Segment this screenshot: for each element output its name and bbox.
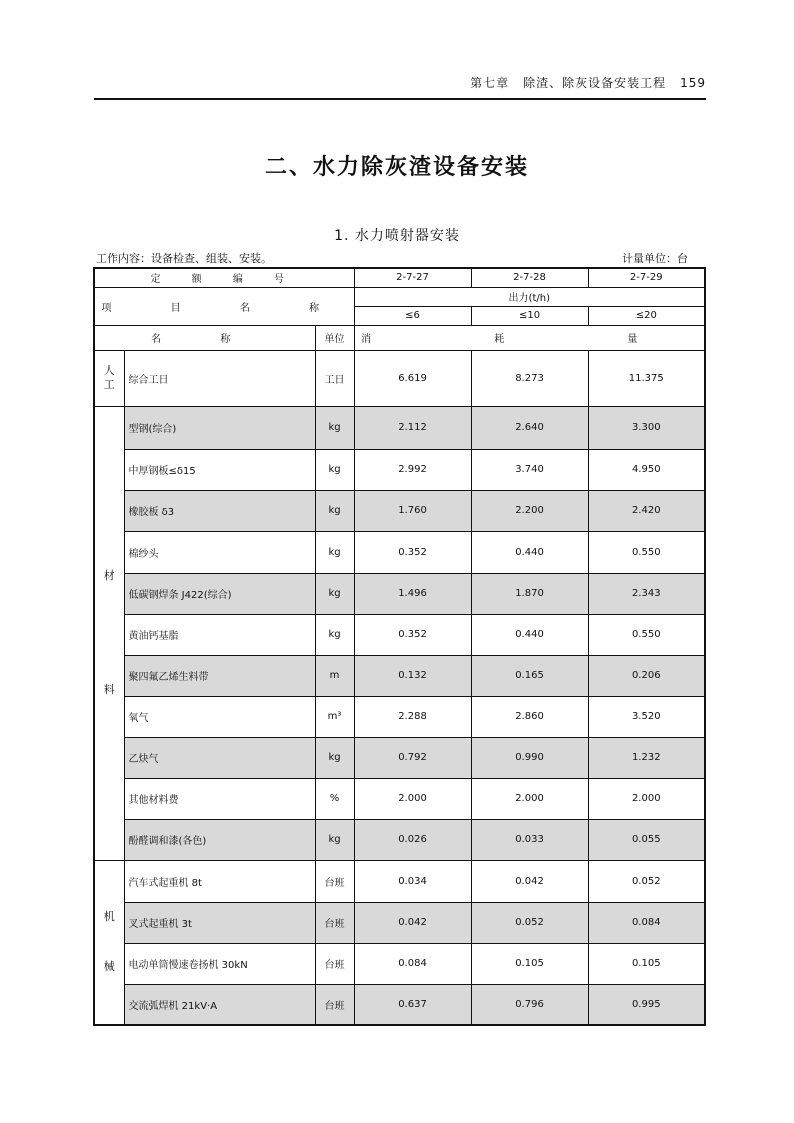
param-label: 出力(t/h)	[354, 287, 705, 306]
item-unit: kg	[315, 737, 354, 778]
consumption-label: 消 耗 量	[354, 325, 705, 350]
category-char: 械	[103, 960, 115, 974]
item-name: 中厚钢板≤δ15	[124, 449, 315, 490]
consumption-value: 0.352	[354, 614, 471, 655]
item-name: 橡胶板 δ3	[124, 490, 315, 531]
quota-code: 2-7-29	[588, 268, 705, 287]
consumption-value: 0.440	[471, 531, 588, 573]
item-name: 其他材料费	[124, 778, 315, 819]
category-char: 材	[103, 569, 115, 583]
item-unit: kg	[315, 531, 354, 573]
param-label-row	[94, 287, 705, 306]
consumption-value: 0.440	[471, 614, 588, 655]
item-unit: m	[315, 655, 354, 696]
item-unit: %	[315, 778, 354, 819]
item-name: 交流弧焊机 21kV·A	[124, 984, 315, 1025]
item-name: 棉纱头	[124, 531, 315, 573]
consumption-value: 0.033	[471, 819, 588, 860]
item-unit: 工日	[315, 350, 354, 406]
consumption-value: 2.288	[354, 696, 471, 737]
consumption-value: 2.343	[588, 573, 705, 614]
consumption-value: 3.300	[588, 406, 705, 449]
consumption-value: 2.200	[471, 490, 588, 531]
item-name: 乙炔气	[124, 737, 315, 778]
category-char: 工	[103, 378, 115, 391]
consumption-value: 0.055	[588, 819, 705, 860]
consumption-value: 8.273	[471, 350, 588, 406]
table-row	[94, 860, 705, 902]
item-name: 电动单筒慢速卷扬机 30kN	[124, 943, 315, 984]
consumption-value: 1.496	[354, 573, 471, 614]
item-name-label: 项 目 名 称	[94, 287, 354, 325]
consumption-value: 2.000	[471, 778, 588, 819]
consumption-value: 1.232	[588, 737, 705, 778]
header-rule	[94, 98, 706, 100]
running-header	[94, 74, 706, 91]
quota-code-row	[94, 268, 705, 287]
consumption-value: 0.034	[354, 860, 471, 902]
consumption-value: 11.375	[588, 350, 705, 406]
table-row	[94, 406, 705, 449]
item-unit: kg	[315, 819, 354, 860]
table-row	[94, 655, 705, 696]
table-row	[94, 943, 705, 984]
column-header-row	[94, 325, 705, 350]
consumption-value: 0.026	[354, 819, 471, 860]
consumption-value: 1.760	[354, 490, 471, 531]
param-value: ≤20	[588, 306, 705, 325]
consumption-value: 0.550	[588, 531, 705, 573]
item-unit: 台班	[315, 984, 354, 1025]
consumption-value: 2.992	[354, 449, 471, 490]
name-column-label: 名 称	[94, 325, 315, 350]
table-row	[94, 531, 705, 573]
consumption-value: 0.206	[588, 655, 705, 696]
consumption-value: 0.042	[471, 860, 588, 902]
consumption-value: 2.860	[471, 696, 588, 737]
unit-note: 计量单位：台	[622, 252, 688, 265]
consumption-value: 2.000	[588, 778, 705, 819]
item-name: 汽车式起重机 8t	[124, 860, 315, 902]
table-row	[94, 778, 705, 819]
table-row	[94, 696, 705, 737]
item-name: 酚醛调和漆(各色)	[124, 819, 315, 860]
page-number: 159	[680, 76, 706, 90]
category-char: 料	[103, 682, 115, 696]
consumption-value: 0.052	[588, 860, 705, 902]
consumption-value: 0.042	[354, 902, 471, 943]
item-unit: kg	[315, 490, 354, 531]
item-name: 聚四氟乙烯生料带	[124, 655, 315, 696]
consumption-value: 3.520	[588, 696, 705, 737]
consumption-value: 1.870	[471, 573, 588, 614]
item-name: 综合工日	[124, 350, 315, 406]
table-row	[94, 490, 705, 531]
chapter-label: 第七章	[470, 76, 510, 90]
table-row	[94, 350, 705, 406]
param-value: ≤10	[471, 306, 588, 325]
consumption-value: 0.084	[588, 902, 705, 943]
consumption-value: 2.420	[588, 490, 705, 531]
table-row	[94, 902, 705, 943]
consumption-value: 0.792	[354, 737, 471, 778]
param-value: ≤6	[354, 306, 471, 325]
quota-table	[93, 267, 706, 1026]
table-row	[94, 449, 705, 490]
category-cell	[94, 406, 124, 860]
item-unit: kg	[315, 449, 354, 490]
consumption-value: 0.550	[588, 614, 705, 655]
table-row	[94, 984, 705, 1025]
item-unit: 台班	[315, 943, 354, 984]
quota-code: 2-7-27	[354, 268, 471, 287]
quota-code-label: 定 额 编 号	[94, 268, 354, 287]
table-row	[94, 737, 705, 778]
consumption-value: 3.740	[471, 449, 588, 490]
chapter-title: 除渣、除灰设备安装工程	[523, 76, 667, 90]
consumption-value: 0.052	[471, 902, 588, 943]
item-name: 型钢(综合)	[124, 406, 315, 449]
consumption-value: 0.084	[354, 943, 471, 984]
consumption-value: 0.105	[588, 943, 705, 984]
consumption-value: 2.640	[471, 406, 588, 449]
item-unit: 台班	[315, 860, 354, 902]
consumption-value: 0.105	[471, 943, 588, 984]
consumption-value: 6.619	[354, 350, 471, 406]
category-cell	[94, 860, 124, 1025]
consumption-value: 0.995	[588, 984, 705, 1025]
item-unit: kg	[315, 614, 354, 655]
item-unit: 台班	[315, 902, 354, 943]
item-name: 氧气	[124, 696, 315, 737]
consumption-value: 0.990	[471, 737, 588, 778]
consumption-value: 4.950	[588, 449, 705, 490]
consumption-value: 0.637	[354, 984, 471, 1025]
category-char: 人	[103, 363, 115, 377]
item-name: 低碳钢焊条 J422(综合)	[124, 573, 315, 614]
consumption-value: 0.352	[354, 531, 471, 573]
consumption-value: 0.165	[471, 655, 588, 696]
section-title: 二、水力除灰渣设备安装	[264, 155, 529, 180]
category-cell	[94, 350, 124, 406]
table-row	[94, 614, 705, 655]
item-name: 叉式起重机 3t	[124, 902, 315, 943]
category-char: 机	[103, 909, 115, 923]
consumption-value: 0.132	[354, 655, 471, 696]
item-unit: kg	[315, 573, 354, 614]
sub-title: 1. 水力喷射器安装	[334, 228, 460, 244]
quota-code: 2-7-28	[471, 268, 588, 287]
quota-body	[94, 350, 705, 1025]
work-content: 工作内容：设备检查、组装、安装。	[96, 252, 272, 265]
item-unit: kg	[315, 406, 354, 449]
consumption-value: 2.000	[354, 778, 471, 819]
item-unit: m³	[315, 696, 354, 737]
table-row	[94, 819, 705, 860]
table-row	[94, 573, 705, 614]
consumption-value: 0.796	[471, 984, 588, 1025]
consumption-value: 2.112	[354, 406, 471, 449]
item-name: 黄油钙基脂	[124, 614, 315, 655]
unit-column-label: 单位	[315, 325, 354, 350]
